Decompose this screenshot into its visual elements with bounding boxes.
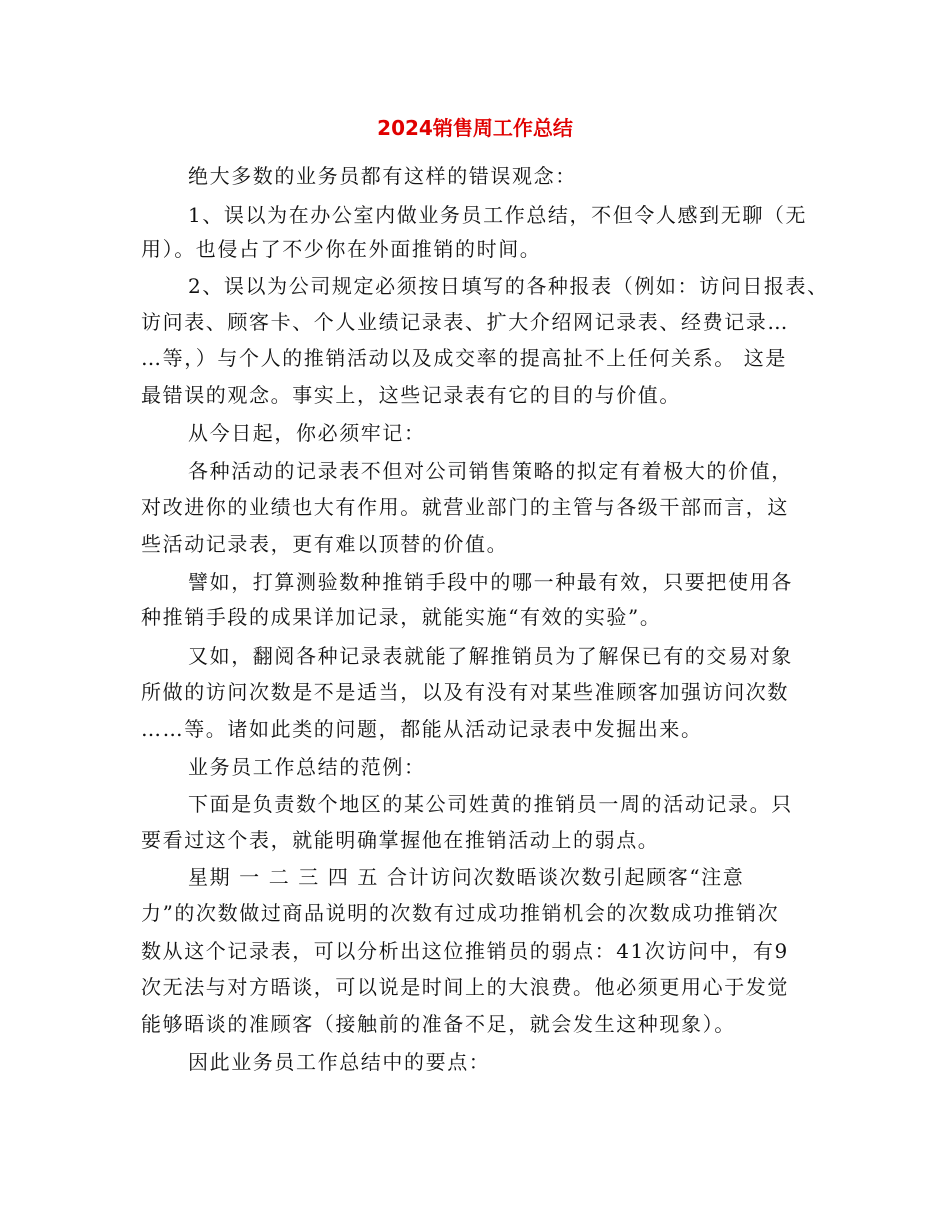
paragraph-line: 要看过这个表，就能明确掌握他在推销活动上的弱点。 bbox=[141, 828, 660, 852]
paragraph-line: 数从这个记录表，可以分析出这位推销员的弱点：41次访问中，有9 bbox=[141, 939, 789, 963]
paragraph-line: 譬如，打算测验数种推销手段中的哪一种最有效，只要把使用各 bbox=[188, 570, 793, 594]
paragraph-line: 2、误以为公司规定必须按日填写的各种报表（例如：访问日报表、 bbox=[188, 274, 829, 298]
paragraph-line: 下面是负责数个地区的某公司姓黄的推销员一周的活动记录。只 bbox=[188, 792, 793, 816]
paragraph-line: 访问表、顾客卡、个人业绩记录表、扩大介绍网记录表、经费记录… bbox=[141, 310, 789, 334]
paragraph-line: 1、误以为在办公室内做业务员工作总结，不但令人感到无聊（无 bbox=[188, 203, 808, 227]
paragraph-line: 因此业务员工作总结中的要点： bbox=[188, 1050, 491, 1074]
paragraph-line: 种推销手段的成果详加记录，就能实施“有效的实验”。 bbox=[141, 605, 662, 629]
paragraph-line: 从今日起，你必须牢记： bbox=[188, 421, 426, 445]
paragraph-line: 对改进你的业绩也大有作用。就营业部门的主管与各级干部而言，这 bbox=[141, 495, 789, 519]
paragraph-line: 又如，翻阅各种记录表就能了解推销员为了解保已有的交易对象 bbox=[188, 644, 793, 668]
paragraph-line: …等，）与个人的推销活动以及成交率的提高扯不上任何关系。 这是 bbox=[141, 346, 787, 370]
paragraph-line: 最错误的观念。事实上，这些记录表有它的目的与价值。 bbox=[141, 383, 681, 407]
paragraph-line: 次无法与对方晤谈，可以说是时间上的大浪费。他必须更用心于发觉 bbox=[141, 975, 789, 999]
paragraph-line: ……等。诸如此类的问题，都能从活动记录表中发掘出来。 bbox=[141, 717, 703, 741]
paragraph-line: 能够晤谈的准顾客（接触前的准备不足，就会发生这种现象）。 bbox=[141, 1012, 736, 1036]
paragraph-line: 力”的次数做过商品说明的次数有过成功推销机会的次数成功推销次 bbox=[141, 901, 780, 925]
document-title: 2024销售周工作总结 bbox=[377, 116, 573, 140]
paragraph-line: 星期 一 二 三 四 五 合计访问次数晤谈次数引起顾客“注意 bbox=[188, 865, 745, 889]
paragraph-line: 绝大多数的业务员都有这样的错误观念： bbox=[188, 164, 577, 188]
paragraph-line: 用）。也侵占了不少你在外面推销的时间。 bbox=[141, 237, 542, 261]
paragraph-line: 各种活动的记录表不但对公司销售策略的拟定有着极大的价值， bbox=[188, 459, 793, 483]
paragraph-line: 些活动记录表，更有难以顶替的价值。 bbox=[141, 532, 509, 556]
paragraph-line: 业务员工作总结的范例： bbox=[188, 755, 426, 779]
paragraph-line: 所做的访问次数是不是适当，以及有没有对某些准顾客加强访问次数 bbox=[141, 680, 789, 704]
